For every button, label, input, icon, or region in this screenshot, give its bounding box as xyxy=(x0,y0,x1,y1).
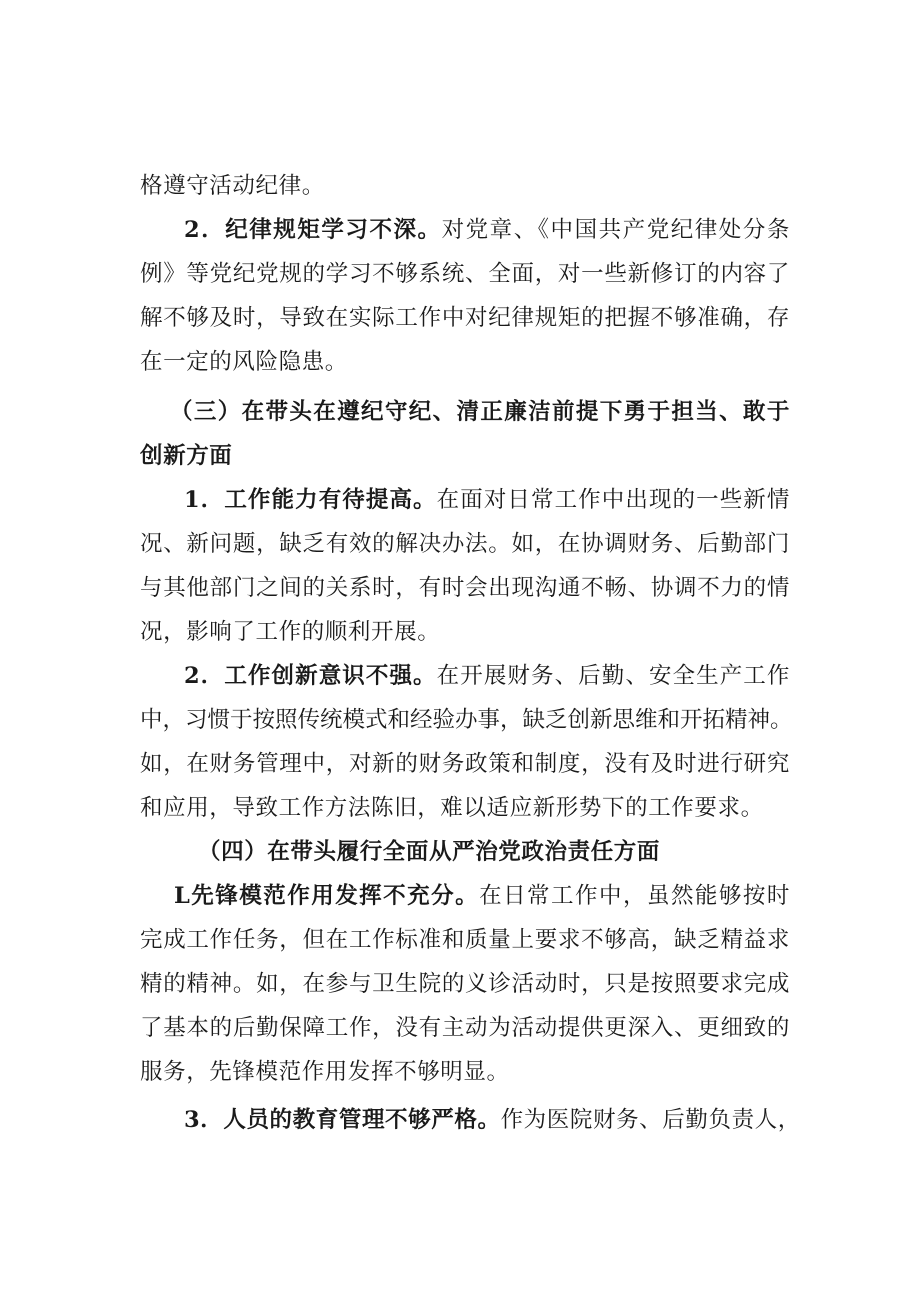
item-heading-line xyxy=(184,480,790,520)
section-heading-text: （三）在带头在遵纪守纪、清正廉洁前提下勇于担当、敢于 xyxy=(170,399,790,425)
paragraph-line xyxy=(140,964,790,1004)
line-text: 完成工作任务，但在工作标准和质量上要求不够高，缺乏精益求 xyxy=(140,927,790,953)
paragraph-line xyxy=(140,342,348,382)
line-text: 中，习惯于按照传统模式和经验办事，缺乏创新思维和开拓精神。 xyxy=(140,707,793,733)
line-text: 况、新问题，缺乏有效的解决办法。如，在协调财务、后勤部门 xyxy=(140,531,790,557)
line-text: 解不够及时，导致在实际工作中对纪律规矩的把握不够准确，存 xyxy=(140,305,790,331)
item-heading-line xyxy=(184,1100,801,1140)
paragraph-line xyxy=(140,700,793,740)
paragraph-line xyxy=(140,166,325,206)
section-heading-text: （四）在带头履行全面从严治党政治责任方面 xyxy=(198,839,661,865)
paragraph-line xyxy=(140,1052,510,1092)
line-text: 在面对日常工作中出现的一些新情 xyxy=(436,487,790,513)
item-heading: 2．纪律规矩学习不深。 xyxy=(184,217,442,243)
section-heading xyxy=(198,832,660,872)
paragraph-line xyxy=(140,298,790,338)
paragraph-line xyxy=(140,524,790,564)
item-heading: 3．人员的教育管理不够严格。 xyxy=(184,1107,501,1133)
line-text: 对党章、《中国共产党纪律处分条 xyxy=(441,217,790,243)
line-text: 格遵守活动纪律。 xyxy=(140,173,325,199)
paragraph-line xyxy=(140,568,790,608)
line-text: 了基本的后勤保障工作，没有主动为活动提供更深入、更细致的 xyxy=(140,1015,790,1041)
item-heading-line xyxy=(184,210,790,250)
line-text: 作为医院财务、后勤负责人， xyxy=(500,1107,801,1133)
item-heading-line xyxy=(174,876,790,916)
item-heading-line xyxy=(184,656,790,696)
item-heading: 1．工作能力有待提高。 xyxy=(184,487,437,513)
line-text: 精的精神。如，在参与卫生院的义诊活动时，只是按照要求完成 xyxy=(140,971,790,997)
line-text: 和应用，导致工作方法陈旧，难以适应新形势下的工作要求。 xyxy=(140,795,764,821)
paragraph-line xyxy=(140,254,790,294)
section-heading xyxy=(170,392,790,432)
paragraph-line xyxy=(140,788,764,828)
line-text: 况，影响了工作的顺利开展。 xyxy=(140,619,441,645)
line-text: 与其他部门之间的关系时，有时会出现沟通不畅、协调不力的情 xyxy=(140,575,790,601)
line-text: 在日常工作中，虽然能够按时 xyxy=(479,883,790,909)
line-text: 如，在财务管理中，对新的财务政策和制度，没有及时进行研究 xyxy=(140,751,790,777)
item-heading: 2．工作创新意识不强。 xyxy=(184,663,437,689)
paragraph-line xyxy=(140,1008,790,1048)
line-text: 例》等党纪党规的学习不够系统、全面，对一些新修订的内容了 xyxy=(140,261,790,287)
line-text: 服务，先锋模范作用发挥不够明显。 xyxy=(140,1059,510,1085)
line-text: 在开展财务、后勤、安全生产工作 xyxy=(436,663,790,689)
section-heading-continuation xyxy=(140,436,232,476)
paragraph-line xyxy=(140,612,440,652)
paragraph-line xyxy=(140,920,790,960)
item-heading: L先锋模范作用发挥不充分。 xyxy=(174,883,480,909)
section-heading-text: 创新方面 xyxy=(140,443,233,469)
paragraph-line xyxy=(140,744,790,784)
line-text: 在一定的风险隐患。 xyxy=(140,349,348,375)
